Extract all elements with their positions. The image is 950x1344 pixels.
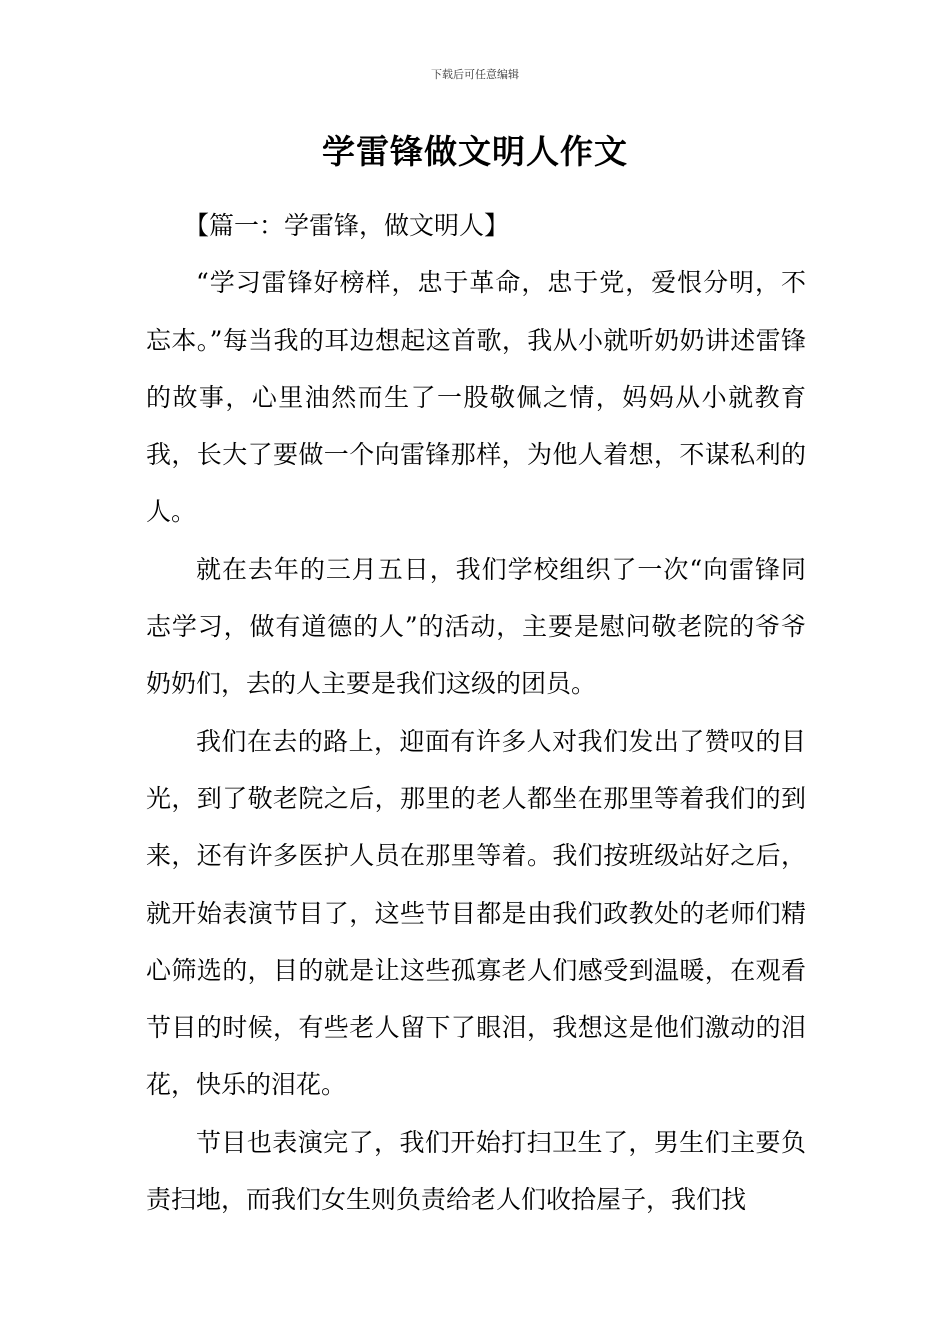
paragraph-1: “学习雷锋好榜样，忠于革命，忠于党，爱恨分明，不忘本。”每当我的耳边想起这首歌，我从小就听奶奶讲述雷锋的故事，心里油然而生了一股敬佩之情，妈妈从小就教育我，长大了要做一个向雷锋那样，为他人着想，不谋私利的人。 bbox=[146, 268, 806, 527]
paragraph-3: 我们在去的路上，迎面有许多人对我们发出了赞叹的目光，到了敬老院之后，那里的老人都坐在那里等着我们的到来，还有许多医护人员在那里等着。我们按班级站好之后，就开始表演节目了，这些节目都是由我们政教处的老师们精心筛选的，目的就是让这些孤寡老人们感受到温暖，在观看节目的时候，有些老人留下了眼泪，我想这是他们激动的泪花，快乐的泪花。 bbox=[146, 726, 806, 1100]
document-body bbox=[146, 197, 806, 1228]
section-heading: 【篇一：学雷锋，做文明人】 bbox=[184, 211, 510, 240]
document-title: 学雷锋做文明人作文 bbox=[322, 132, 628, 171]
paragraph-2: 就在去年的三月五日，我们学校组织了一次“向雷锋同志学习，做有道德的人”的活动，主要是慰问敬老院的爷爷奶奶们，去的人主要是我们这级的团员。 bbox=[146, 554, 806, 699]
header-note: 下载后可任意编辑 bbox=[431, 68, 519, 81]
paragraph-4: 节目也表演完了，我们开始打扫卫生了，男生们主要负责扫地，而我们女生则负责给老人们收拾屋子，我们找 bbox=[146, 1127, 806, 1215]
